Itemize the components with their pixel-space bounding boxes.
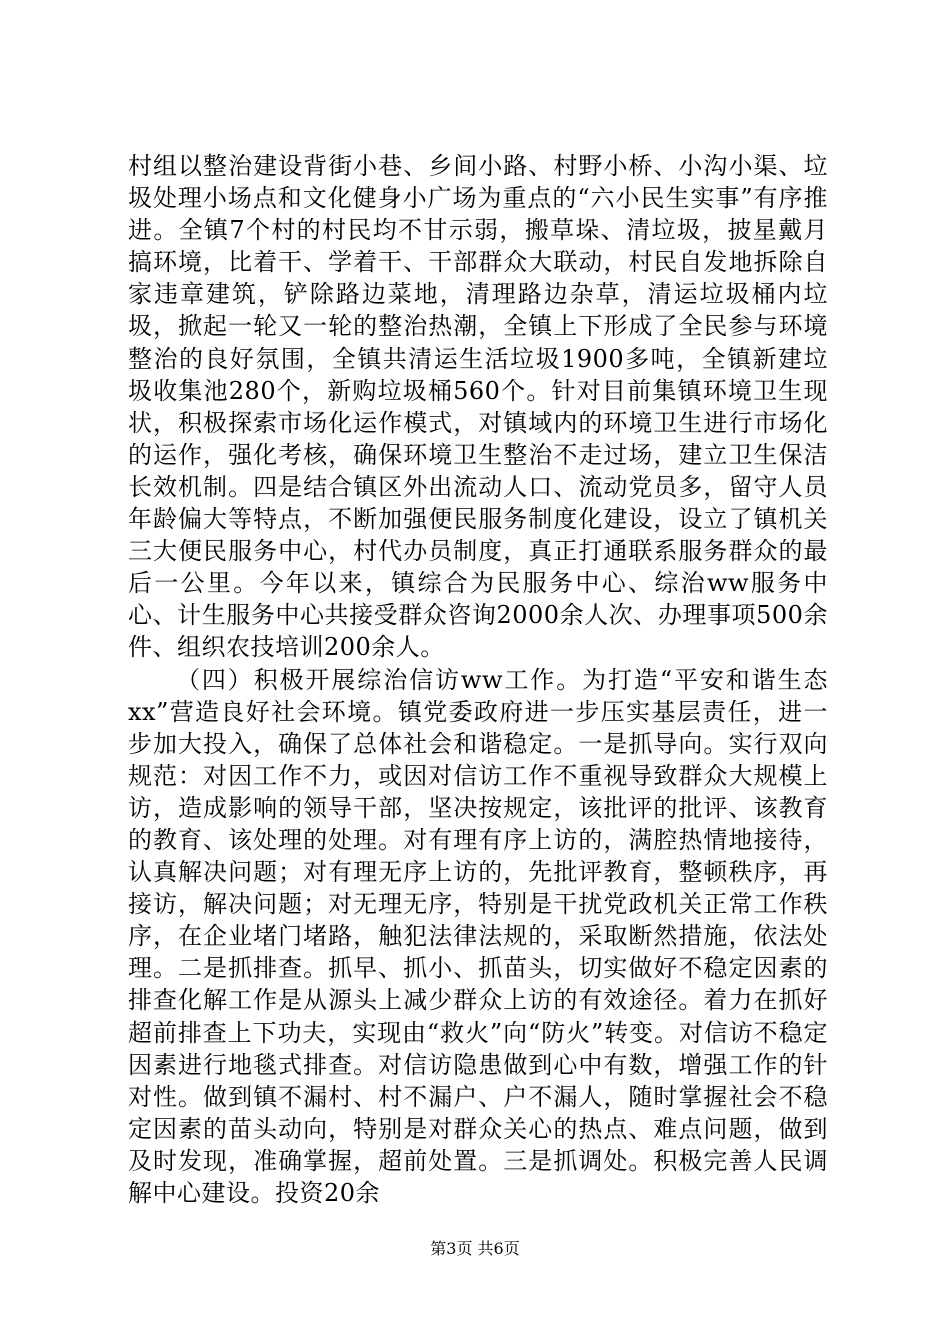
- page-total: 共6页: [477, 1239, 520, 1258]
- paragraph-1: 村组以整治建设背街小巷、乡间小路、村野小桥、小沟小渠、垃圾处理小场点和文化健身小广场为重点的“六小民生实事”有序推进。全镇7个村的村民均不甘示弱，搬草垛、清垃圾，披星戴月搞环境，比着干、学着干、干部群众大联动，村民自发地拆除自家违章建筑，铲除路边菜地，清理路边杂草，清运垃圾桶内垃圾，掀起一轮又一轮的整治热潮，全镇上下形成了全民参与环境整治的良好氛围，全镇共清运生活垃圾1900多吨，全镇新建垃圾收集池280个，新购垃圾桶560个。针对目前集镇环境卫生现状，积极探索市场化运作模式，对镇域内的环境卫生进行市场化的运作，强化考核，确保环境卫生整治不走过场，建立卫生保洁长效机制。四是结合镇区外出流动人口、流动党员多，留守人员年龄偏大等特点，不断加强便民服务制度化建设，设立了镇机关三大便民服务中心，村代办员制度，真正打通联系服务群众的最后一公里。今年以来，镇综合为民服务中心、综治ww服务中心、计生服务中心共接受群众咨询2000余人次、办理事项500余件、组织农技培训200余人。: [128, 152, 828, 662]
- page-number: 第3页: [430, 1239, 473, 1258]
- page-footer: [0, 1239, 950, 1259]
- document-body: [128, 150, 828, 1209]
- paragraph-2: （四）积极开展综治信访ww工作。为打造“平安和谐生态xx”营造良好社会环境。镇党委政府进一步压实基层责任，进一步加大投入，确保了总体社会和谐稳定。一是抓导向。实行双向规范：对因工作不力，或因对信访工作不重视导致群众大规模上访，造成影响的领导干部，坚决按规定，该批评的批评、该教育的教育、该处理的处理。对有理有序上访的，满腔热情地接待，认真解决问题；对有理无序上访的，先批评教育，整顿秩序，再接访，解决问题；对无理无序，特别是干扰党政机关正常工作秩序，在企业堵门堵路，触犯法律法规的，采取断然措施，依法处理。二是抓排查。抓早、抓小、抓苗头，切实做好不稳定因素的排查化解工作是从源头上减少群众上访的有效途径。着力在抓好超前排查上下功夫，实现由“救火”向“防火”转变。对信访不稳定因素进行地毯式排查。对信访隐患做到心中有数，增强工作的针对性。做到镇不漏村、村不漏户、户不漏人，随时掌握社会不稳定因素的苗头动向，特别是对群众关心的热点、难点问题，做到及时发现，准确掌握，超前处置。三是抓调处。积极完善人民调解中心建设。投资20余: [128, 665, 828, 1207]
